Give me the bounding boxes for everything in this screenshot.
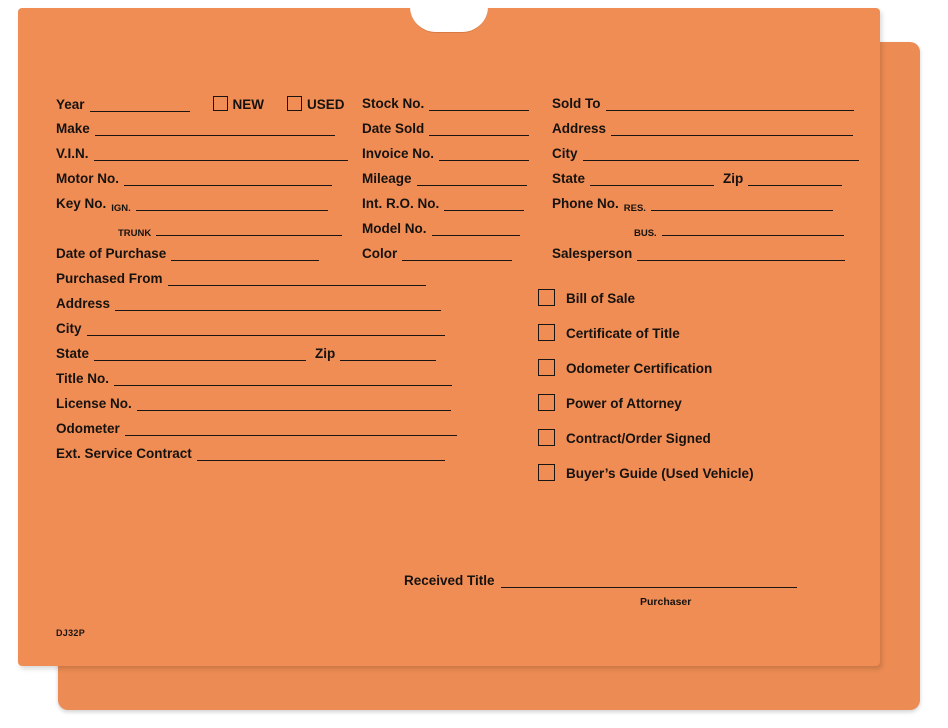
field-purchased-city-input[interactable] (87, 322, 445, 336)
field-purchased-zip-input[interactable] (340, 347, 436, 361)
envelope-front-sheet (18, 8, 880, 666)
field-date-sold-label: Date Sold (362, 121, 425, 136)
field-model-no-input[interactable] (432, 222, 520, 236)
checklist-item-label: Contract/Order Signed (566, 430, 711, 446)
field-int-ro-no-label: Int. R.O. No. (362, 196, 440, 211)
field-purchased-address (56, 296, 441, 311)
checkbox-odometer-certification[interactable] (538, 359, 555, 376)
field-buyer-address (552, 121, 853, 136)
field-phone-res-input[interactable] (651, 197, 833, 211)
field-buyer-state-zip (552, 171, 842, 186)
field-buyer-state-label: State (552, 171, 586, 186)
field-salesperson (552, 246, 845, 261)
field-invoice-no-input[interactable] (439, 147, 529, 161)
field-key-no-ign (56, 196, 328, 214)
field-phone-bus-input[interactable] (662, 222, 844, 236)
checkbox-power-of-attorney[interactable] (538, 394, 555, 411)
field-sold-to-label: Sold To (552, 96, 601, 111)
field-key-no-ign-label: IGN. (111, 203, 131, 214)
field-stock-no-label: Stock No. (362, 96, 425, 111)
field-key-no-trunk-label: TRUNK (118, 228, 152, 239)
field-purchased-state-input[interactable] (94, 347, 306, 361)
checkbox-new-label: NEW (232, 97, 265, 112)
field-phone-bus (634, 222, 844, 239)
field-salesperson-label: Salesperson (552, 246, 633, 261)
field-received-title-input[interactable] (501, 574, 797, 588)
field-buyer-address-label: Address (552, 121, 607, 136)
field-license-no-input[interactable] (137, 397, 451, 411)
field-buyer-zip-input[interactable] (748, 172, 842, 186)
field-date-of-purchase-label: Date of Purchase (56, 246, 167, 261)
checklist-item-power-of-attorney[interactable] (538, 394, 682, 412)
field-sold-to-input[interactable] (606, 97, 854, 111)
field-color-input[interactable] (402, 247, 512, 261)
checklist-item-label: Buyer’s Guide (Used Vehicle) (566, 465, 754, 481)
field-make-label: Make (56, 121, 90, 136)
field-buyer-city (552, 146, 859, 161)
checkbox-certificate-of-title[interactable] (538, 324, 555, 341)
field-odometer-input[interactable] (125, 422, 457, 436)
field-buyer-address-input[interactable] (611, 122, 853, 136)
field-int-ro-no (362, 196, 524, 211)
field-purchased-city (56, 321, 445, 336)
checkbox-used[interactable] (287, 96, 302, 111)
field-year-input[interactable] (90, 98, 190, 112)
field-vin (56, 146, 348, 161)
field-odometer-label: Odometer (56, 421, 120, 436)
field-year-label: Year (56, 97, 85, 112)
field-year (56, 96, 345, 112)
field-invoice-no (362, 146, 529, 161)
field-date-of-purchase-input[interactable] (171, 247, 319, 261)
field-purchased-state-label: State (56, 346, 90, 361)
field-title-no-label: Title No. (56, 371, 110, 386)
field-phone-no-label: Phone No. (552, 196, 619, 211)
checklist-item-label: Bill of Sale (566, 290, 636, 306)
checklist-item-buyers-guide[interactable] (538, 464, 754, 482)
field-model-no (362, 221, 520, 236)
field-invoice-no-label: Invoice No. (362, 146, 435, 161)
field-stock-no-input[interactable] (429, 97, 529, 111)
checklist-item-bill-of-sale[interactable] (538, 289, 635, 307)
checklist-item-label: Odometer Certification (566, 360, 713, 376)
field-title-no-input[interactable] (114, 372, 452, 386)
field-mileage-label: Mileage (362, 171, 412, 186)
checklist-item-odometer-certification[interactable] (538, 359, 712, 377)
checklist-item-contract-order-signed[interactable] (538, 429, 711, 447)
checkbox-buyers-guide[interactable] (538, 464, 555, 481)
vehicle-deal-jacket-form (18, 8, 880, 666)
field-color-label: Color (362, 246, 398, 261)
checklist-item-certificate-of-title[interactable] (538, 324, 680, 342)
field-salesperson-input[interactable] (637, 247, 845, 261)
field-ext-service-contract-input[interactable] (197, 447, 445, 461)
field-odometer (56, 421, 457, 436)
field-color (362, 246, 512, 261)
field-purchased-from (56, 271, 426, 286)
field-purchased-zip-label: Zip (315, 346, 336, 361)
field-phone-res (552, 196, 833, 214)
field-vin-label: V.I.N. (56, 146, 89, 161)
field-purchaser-caption: Purchaser (640, 596, 692, 608)
field-buyer-state-input[interactable] (590, 172, 714, 186)
field-make-input[interactable] (95, 122, 335, 136)
field-date-sold-input[interactable] (429, 122, 529, 136)
field-mileage (362, 171, 527, 186)
field-motor-no-label: Motor No. (56, 171, 119, 186)
field-purchased-state-zip (56, 346, 436, 361)
field-license-no (56, 396, 451, 411)
field-motor-no (56, 171, 332, 186)
field-phone-bus-label: BUS. (634, 228, 657, 239)
field-int-ro-no-input[interactable] (444, 197, 524, 211)
field-received-title-label: Received Title (404, 573, 495, 588)
checkbox-used-label: USED (307, 97, 345, 112)
field-buyer-city-label: City (552, 146, 578, 161)
field-title-no (56, 371, 452, 386)
field-phone-res-label: RES. (623, 203, 646, 214)
field-mileage-input[interactable] (417, 172, 527, 186)
field-received-title (404, 573, 797, 588)
field-purchased-city-label: City (56, 321, 82, 336)
field-model-no-label: Model No. (362, 221, 427, 236)
checklist-item-label: Certificate of Title (566, 325, 680, 341)
checklist-item-label: Power of Attorney (566, 395, 682, 411)
checkbox-contract-order-signed[interactable] (538, 429, 555, 446)
field-key-no-ign-input[interactable] (136, 197, 328, 211)
field-ext-service-contract (56, 446, 445, 461)
field-vin-input[interactable] (94, 147, 348, 161)
field-sold-to (552, 96, 854, 111)
field-purchased-from-input[interactable] (168, 272, 426, 286)
form-code: DJ32P (56, 628, 86, 638)
field-date-of-purchase (56, 246, 319, 261)
field-purchased-from-label: Purchased From (56, 271, 163, 286)
field-license-no-label: License No. (56, 396, 132, 411)
field-buyer-city-input[interactable] (583, 147, 859, 161)
checkbox-new[interactable] (213, 96, 228, 111)
field-purchased-address-input[interactable] (115, 297, 441, 311)
field-key-no-label: Key No. (56, 196, 107, 211)
field-ext-service-contract-label: Ext. Service Contract (56, 446, 192, 461)
field-key-no-trunk (118, 222, 342, 239)
checkbox-bill-of-sale[interactable] (538, 289, 555, 306)
field-purchased-address-label: Address (56, 296, 111, 311)
field-motor-no-input[interactable] (124, 172, 332, 186)
field-make (56, 121, 335, 136)
field-key-no-trunk-input[interactable] (156, 222, 342, 236)
field-date-sold (362, 121, 529, 136)
field-buyer-zip-label: Zip (723, 171, 744, 186)
field-stock-no (362, 96, 529, 111)
